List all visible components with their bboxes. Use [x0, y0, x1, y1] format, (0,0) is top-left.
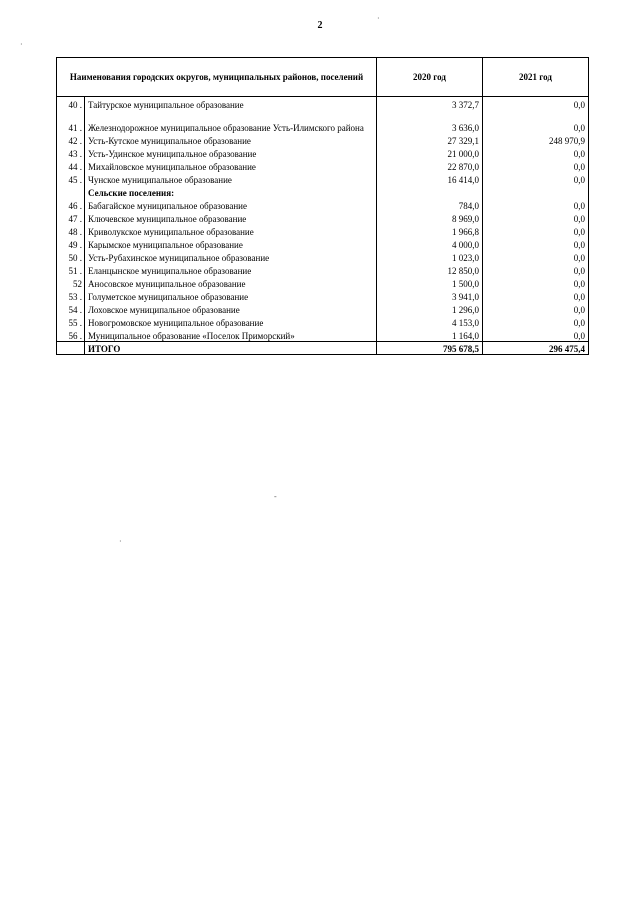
page-number: 2 [317, 20, 323, 31]
table-row [57, 97, 589, 111]
row-value-2020: 1 164,0 [377, 328, 483, 342]
table-row [57, 146, 589, 159]
row-value-2021: 248 970,9 [483, 133, 589, 146]
row-value-2020: 8 969,0 [377, 211, 483, 224]
header-name: Наименования городских округов, муниципальных районов, поселений [57, 58, 377, 97]
row-value-2021: 0,0 [483, 250, 589, 263]
row-value-2021: 0,0 [483, 172, 589, 185]
row-value-2020: 22 870,0 [377, 159, 483, 172]
row-name: Усть-Рубахинское муниципальное образование [85, 250, 377, 263]
row-value-2021: 0,0 [483, 302, 589, 315]
row-number: 41 . [57, 110, 85, 133]
row-name: Тайтурское муниципальное образование [85, 97, 377, 111]
row-value-2020: 1 500,0 [377, 276, 483, 289]
row-number: 43 . [57, 146, 85, 159]
row-number: 42 . [57, 133, 85, 146]
table-row [57, 133, 589, 146]
row-value-2020: 4 153,0 [377, 315, 483, 328]
total-label: ИТОГО [85, 342, 377, 355]
row-number: 40 . [57, 97, 85, 111]
row-value-2021: 0,0 [483, 315, 589, 328]
row-value-2021: 0,0 [483, 159, 589, 172]
row-number: 56 . [57, 328, 85, 342]
row-name: Железнодорожное муниципальное образование Усть-Илимского района [85, 110, 377, 133]
row-name: Ключевское муниципальное образование [85, 211, 377, 224]
row-name: Криволукское муниципальное образование [85, 224, 377, 237]
row-name: Карымское муниципальное образование [85, 237, 377, 250]
scan-speck: · [20, 40, 23, 49]
scan-speck: · [119, 537, 122, 546]
row-name: Еланцынское муниципальное образование [85, 263, 377, 276]
table-row [57, 328, 589, 342]
table-row [57, 263, 589, 276]
row-value-2021: 0,0 [483, 198, 589, 211]
section-heading: Сельские поселения: [85, 185, 377, 198]
row-name: Лоховское муниципальное образование [85, 302, 377, 315]
row-value-2021: 0,0 [483, 146, 589, 159]
row-name: Голуметское муниципальное образование [85, 289, 377, 302]
row-value-2021: 0,0 [483, 328, 589, 342]
header-year-2020: 2020 год [377, 58, 483, 97]
table-row [57, 237, 589, 250]
row-value-2021: 0,0 [483, 263, 589, 276]
row-value-2021: 0,0 [483, 97, 589, 111]
budget-table [56, 57, 589, 355]
section-heading-row [57, 185, 589, 198]
row-value-2020 [377, 185, 483, 198]
row-name: Усть-Удинское муниципальное образование [85, 146, 377, 159]
row-value-2021: 0,0 [483, 224, 589, 237]
row-number: 52 [57, 276, 85, 289]
total-value-2020: 795 678,5 [377, 342, 483, 355]
row-name: Новогромовское муниципальное образование [85, 315, 377, 328]
table-row [57, 276, 589, 289]
table-header-row [57, 58, 589, 97]
table-row [57, 172, 589, 185]
table-row [57, 211, 589, 224]
row-number: 53 . [57, 289, 85, 302]
row-number: 45 . [57, 172, 85, 185]
table-row [57, 198, 589, 211]
row-value-2020: 1 023,0 [377, 250, 483, 263]
header-year-2021: 2021 год [483, 58, 589, 97]
row-number: 47 . [57, 211, 85, 224]
row-value-2021: 0,0 [483, 276, 589, 289]
row-number [57, 185, 85, 198]
table-row [57, 250, 589, 263]
row-name: Аносовское муниципальное образование [85, 276, 377, 289]
row-value-2020: 12 850,0 [377, 263, 483, 276]
row-name: Усть-Кутское муниципальное образование [85, 133, 377, 146]
row-number: 51 . [57, 263, 85, 276]
total-number-cell [57, 342, 85, 355]
row-number: 54 . [57, 302, 85, 315]
row-number: 55 . [57, 315, 85, 328]
row-name: Чунское муниципальное образование [85, 172, 377, 185]
table-row [57, 159, 589, 172]
row-value-2021 [483, 185, 589, 198]
row-value-2020: 4 000,0 [377, 237, 483, 250]
table-row [57, 289, 589, 302]
total-row [57, 342, 589, 355]
row-value-2020: 16 414,0 [377, 172, 483, 185]
row-value-2021: 0,0 [483, 289, 589, 302]
total-value-2021: 296 475,4 [483, 342, 589, 355]
table-row [57, 110, 589, 133]
scan-speck: · [377, 14, 380, 23]
row-value-2020: 21 000,0 [377, 146, 483, 159]
table-row [57, 315, 589, 328]
row-name: Михайловское муниципальное образование [85, 159, 377, 172]
row-number: 46 . [57, 198, 85, 211]
row-number: 50 . [57, 250, 85, 263]
table-row [57, 224, 589, 237]
row-name: Бабагайское муниципальное образование [85, 198, 377, 211]
row-number: 48 . [57, 224, 85, 237]
row-value-2020: 3 941,0 [377, 289, 483, 302]
row-number: 49 . [57, 237, 85, 250]
row-number: 44 . [57, 159, 85, 172]
row-value-2020: 3 636,0 [377, 110, 483, 133]
row-value-2021: 0,0 [483, 211, 589, 224]
row-value-2020: 784,0 [377, 198, 483, 211]
row-value-2020: 1 296,0 [377, 302, 483, 315]
row-value-2020: 27 329,1 [377, 133, 483, 146]
row-name: Муниципальное образование «Поселок Приморский» [85, 328, 377, 342]
row-value-2021: 0,0 [483, 110, 589, 133]
row-value-2020: 1 966,8 [377, 224, 483, 237]
table-row [57, 302, 589, 315]
row-value-2020: 3 372,7 [377, 97, 483, 111]
scan-speck: - [274, 492, 277, 501]
row-value-2021: 0,0 [483, 237, 589, 250]
